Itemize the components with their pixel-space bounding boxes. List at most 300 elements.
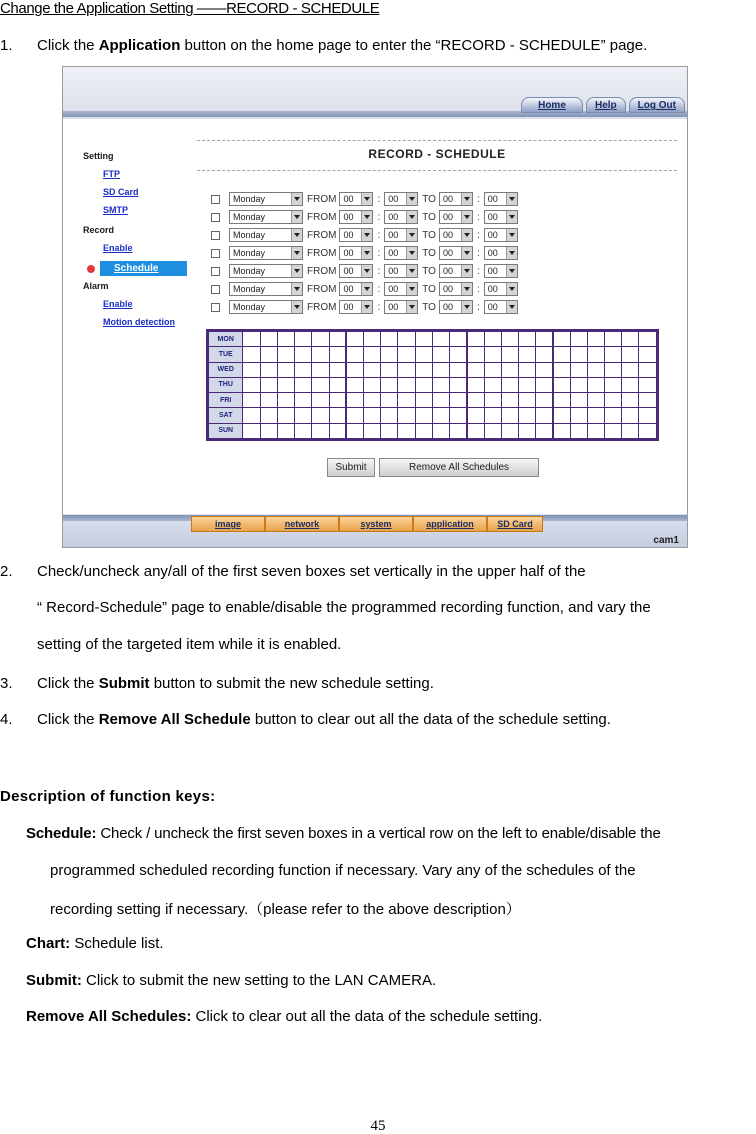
from-hour-select[interactable]: 00 bbox=[339, 210, 373, 224]
sidebar-item-sd-card[interactable]: SD Card bbox=[103, 187, 139, 197]
chart-cell[interactable] bbox=[639, 347, 657, 362]
chart-cell[interactable] bbox=[639, 332, 657, 347]
to-label: TO bbox=[422, 283, 436, 295]
schedule-chart bbox=[206, 329, 659, 441]
chart-cell[interactable] bbox=[536, 332, 553, 347]
chart-cell[interactable] bbox=[536, 423, 553, 438]
chart-cell[interactable] bbox=[605, 347, 622, 362]
chart-cell[interactable] bbox=[381, 423, 398, 438]
chart-description: Chart: Schedule list. bbox=[26, 935, 164, 952]
step-text: Click the Remove All Schedule button to clear out all the data of the schedule setting. bbox=[37, 711, 611, 728]
chart-cell[interactable] bbox=[518, 423, 535, 438]
active-bullet-icon bbox=[87, 265, 95, 273]
chart-cell[interactable] bbox=[295, 332, 312, 347]
chart-cell[interactable] bbox=[553, 377, 570, 392]
chart-cell[interactable] bbox=[415, 347, 432, 362]
remove-term: Remove All Schedule bbox=[98, 711, 251, 728]
chart-cell[interactable] bbox=[622, 332, 639, 347]
chart-cell[interactable] bbox=[243, 423, 260, 438]
chart-cell[interactable] bbox=[295, 393, 312, 408]
chart-cell[interactable] bbox=[501, 362, 518, 377]
chart-cell[interactable] bbox=[605, 377, 622, 392]
to-hour-select[interactable]: 00 bbox=[439, 300, 473, 314]
schedule-row bbox=[211, 227, 518, 243]
chart-cell[interactable] bbox=[570, 362, 587, 377]
chart-cell[interactable] bbox=[295, 347, 312, 362]
chart-cell[interactable] bbox=[622, 347, 639, 362]
dropdown-arrow-icon bbox=[461, 211, 472, 223]
to-minute-select[interactable]: 00 bbox=[484, 228, 518, 242]
chart-day-label: MON bbox=[209, 332, 243, 347]
sidebar-item-motion-detection[interactable]: Motion detection bbox=[103, 317, 175, 327]
chart-cell[interactable] bbox=[363, 423, 380, 438]
chart-cell[interactable] bbox=[329, 332, 346, 347]
chart-cell[interactable] bbox=[277, 377, 294, 392]
chart-cell[interactable] bbox=[518, 347, 535, 362]
chart-cell[interactable] bbox=[467, 332, 484, 347]
enable-checkbox[interactable] bbox=[211, 195, 220, 204]
chart-cell[interactable] bbox=[587, 362, 604, 377]
chart-cell[interactable] bbox=[346, 408, 363, 423]
time-separator: : bbox=[476, 265, 480, 277]
chart-cell[interactable] bbox=[432, 347, 449, 362]
chart-cell[interactable] bbox=[243, 393, 260, 408]
page-title: RECORD - SCHEDULE bbox=[368, 147, 506, 161]
chart-cell[interactable] bbox=[312, 393, 329, 408]
chart-cell[interactable] bbox=[381, 332, 398, 347]
chart-cell[interactable] bbox=[415, 377, 432, 392]
record-schedule-screenshot bbox=[62, 66, 688, 548]
chart-cell[interactable] bbox=[346, 377, 363, 392]
sidebar-item-ftp[interactable]: FTP bbox=[103, 169, 120, 179]
to-hour-select[interactable]: 00 bbox=[439, 192, 473, 206]
chart-cell[interactable] bbox=[432, 423, 449, 438]
from-minute-select[interactable]: 00 bbox=[384, 246, 418, 260]
chart-cell[interactable] bbox=[467, 377, 484, 392]
chart-cell[interactable] bbox=[450, 423, 467, 438]
chart-cell[interactable] bbox=[518, 393, 535, 408]
time-separator: : bbox=[377, 193, 381, 205]
chart-cell[interactable] bbox=[518, 332, 535, 347]
chart-cell[interactable] bbox=[398, 423, 415, 438]
to-label: TO bbox=[422, 301, 436, 313]
chart-cell[interactable] bbox=[501, 423, 518, 438]
sidebar-item-smtp[interactable]: SMTP bbox=[103, 205, 129, 215]
submit-button[interactable]: Submit bbox=[327, 458, 375, 477]
time-separator: : bbox=[476, 247, 480, 259]
day-select[interactable]: Monday bbox=[229, 210, 303, 224]
camera-name: cam1 bbox=[653, 535, 679, 546]
dropdown-arrow-icon bbox=[291, 301, 302, 313]
chart-cell[interactable] bbox=[346, 347, 363, 362]
chart-cell[interactable] bbox=[605, 332, 622, 347]
chart-cell[interactable] bbox=[346, 332, 363, 347]
bottom-nav bbox=[191, 516, 543, 532]
sidebar-item-enable[interactable]: Enable bbox=[103, 243, 133, 253]
to-minute-select[interactable]: 00 bbox=[484, 210, 518, 224]
to-minute-select[interactable]: 00 bbox=[484, 300, 518, 314]
from-hour-select[interactable]: 00 bbox=[339, 282, 373, 296]
dropdown-arrow-icon bbox=[406, 247, 417, 259]
chart-day-label: WED bbox=[209, 362, 243, 377]
chart-cell[interactable] bbox=[587, 377, 604, 392]
chart-cell[interactable] bbox=[484, 408, 501, 423]
chart-row bbox=[209, 362, 657, 377]
step-number: 2. bbox=[0, 563, 13, 580]
chart-cell[interactable] bbox=[536, 377, 553, 392]
sidebar-item-schedule[interactable]: Schedule bbox=[100, 261, 187, 276]
step-2-continued: “ Record-Schedule” page to enable/disable the programmed recording function, and vary the bbox=[37, 599, 651, 616]
chart-cell[interactable] bbox=[501, 332, 518, 347]
to-label: TO bbox=[422, 247, 436, 259]
chart-cell[interactable] bbox=[243, 362, 260, 377]
chart-cell[interactable] bbox=[260, 377, 277, 392]
chart-cell[interactable] bbox=[381, 347, 398, 362]
dropdown-arrow-icon bbox=[361, 301, 372, 313]
chart-cell[interactable] bbox=[260, 332, 277, 347]
to-hour-select[interactable]: 00 bbox=[439, 228, 473, 242]
chart-cell[interactable] bbox=[312, 332, 329, 347]
chart-cell[interactable] bbox=[639, 423, 657, 438]
chart-cell[interactable] bbox=[346, 362, 363, 377]
application-term: Application bbox=[98, 37, 181, 54]
chart-cell[interactable] bbox=[553, 332, 570, 347]
dropdown-arrow-icon bbox=[461, 265, 472, 277]
chart-cell[interactable] bbox=[260, 362, 277, 377]
chart-cell[interactable] bbox=[570, 377, 587, 392]
chart-cell[interactable] bbox=[329, 408, 346, 423]
to-label: TO bbox=[422, 265, 436, 277]
enable-checkbox[interactable] bbox=[211, 213, 220, 222]
chart-cell[interactable] bbox=[450, 332, 467, 347]
chart-cell[interactable] bbox=[450, 362, 467, 377]
chart-cell[interactable] bbox=[605, 362, 622, 377]
sidebar-group-alarm: Alarm bbox=[83, 281, 109, 291]
chart-cell[interactable] bbox=[329, 347, 346, 362]
tab-network[interactable]: network bbox=[265, 516, 339, 532]
chart-cell[interactable] bbox=[329, 423, 346, 438]
chart-day-label: FRI bbox=[209, 393, 243, 408]
chart-cell[interactable] bbox=[484, 347, 501, 362]
enable-checkbox[interactable] bbox=[211, 285, 220, 294]
chart-cell[interactable] bbox=[381, 393, 398, 408]
step-text: Click the Application button on the home page to enter the “RECORD - SCHEDULE” page. bbox=[37, 37, 648, 54]
chart-cell[interactable] bbox=[639, 408, 657, 423]
chart-cell[interactable] bbox=[415, 393, 432, 408]
chart-cell[interactable] bbox=[295, 377, 312, 392]
chart-cell[interactable] bbox=[260, 393, 277, 408]
from-minute-select[interactable]: 00 bbox=[384, 210, 418, 224]
chart-cell[interactable] bbox=[450, 408, 467, 423]
chart-cell[interactable] bbox=[450, 347, 467, 362]
chart-cell[interactable] bbox=[639, 393, 657, 408]
chart-cell[interactable] bbox=[605, 408, 622, 423]
chart-cell[interactable] bbox=[622, 393, 639, 408]
dropdown-arrow-icon bbox=[506, 229, 517, 241]
dropdown-arrow-icon bbox=[291, 229, 302, 241]
chart-cell[interactable] bbox=[295, 362, 312, 377]
to-minute-select[interactable]: 00 bbox=[484, 282, 518, 296]
schedule-row bbox=[211, 209, 518, 225]
chart-cell[interactable] bbox=[467, 362, 484, 377]
chart-cell[interactable] bbox=[277, 347, 294, 362]
chart-cell[interactable] bbox=[277, 393, 294, 408]
chart-cell[interactable] bbox=[363, 408, 380, 423]
chart-cell[interactable] bbox=[277, 362, 294, 377]
chart-cell[interactable] bbox=[467, 393, 484, 408]
day-select[interactable]: Monday bbox=[229, 264, 303, 278]
chart-cell[interactable] bbox=[346, 423, 363, 438]
time-separator: : bbox=[476, 229, 480, 241]
chart-cell[interactable] bbox=[501, 347, 518, 362]
tab-sd-card[interactable]: SD Card bbox=[487, 516, 543, 532]
chart-cell[interactable] bbox=[484, 423, 501, 438]
day-select[interactable]: Monday bbox=[229, 282, 303, 296]
chart-cell[interactable] bbox=[277, 332, 294, 347]
time-separator: : bbox=[476, 193, 480, 205]
dropdown-arrow-icon bbox=[461, 229, 472, 241]
from-hour-select[interactable]: 00 bbox=[339, 300, 373, 314]
chart-cell[interactable] bbox=[312, 377, 329, 392]
chart-cell[interactable] bbox=[243, 408, 260, 423]
to-hour-select[interactable]: 00 bbox=[439, 246, 473, 260]
chart-cell[interactable] bbox=[398, 362, 415, 377]
chart-cell[interactable] bbox=[518, 362, 535, 377]
from-minute-select[interactable]: 00 bbox=[384, 192, 418, 206]
chart-cell[interactable] bbox=[622, 377, 639, 392]
chart-cell[interactable] bbox=[450, 393, 467, 408]
to-minute-select[interactable]: 00 bbox=[484, 246, 518, 260]
chart-row bbox=[209, 377, 657, 392]
chart-cell[interactable] bbox=[536, 408, 553, 423]
logout-button[interactable]: Log Out bbox=[629, 97, 685, 113]
chart-cell[interactable] bbox=[570, 347, 587, 362]
chart-cell[interactable] bbox=[484, 393, 501, 408]
sidebar-group-setting: Setting bbox=[83, 151, 114, 161]
chart-cell[interactable] bbox=[415, 362, 432, 377]
day-select[interactable]: Monday bbox=[229, 228, 303, 242]
chart-cell[interactable] bbox=[484, 362, 501, 377]
chart-cell[interactable] bbox=[381, 408, 398, 423]
submit-term: Submit bbox=[98, 675, 150, 692]
chart-cell[interactable] bbox=[484, 332, 501, 347]
chart-cell[interactable] bbox=[329, 393, 346, 408]
chart-cell[interactable] bbox=[467, 347, 484, 362]
dropdown-arrow-icon bbox=[506, 283, 517, 295]
remove-all-schedules-button[interactable]: Remove All Schedules bbox=[379, 458, 539, 477]
to-label: TO bbox=[422, 211, 436, 223]
chart-cell[interactable] bbox=[312, 347, 329, 362]
chart-row bbox=[209, 347, 657, 362]
chart-cell[interactable] bbox=[553, 347, 570, 362]
tab-application[interactable]: application bbox=[413, 516, 487, 532]
dropdown-arrow-icon bbox=[361, 229, 372, 241]
chart-cell[interactable] bbox=[622, 362, 639, 377]
chart-cell[interactable] bbox=[381, 362, 398, 377]
help-button[interactable]: Help bbox=[586, 97, 626, 113]
dropdown-arrow-icon bbox=[291, 193, 302, 205]
schedule-description: Schedule: Check / uncheck the first seven boxes in a vertical row on the left to enable/disable the bbox=[26, 825, 661, 842]
chart-cell[interactable] bbox=[518, 377, 535, 392]
dropdown-arrow-icon bbox=[291, 265, 302, 277]
chart-cell[interactable] bbox=[363, 393, 380, 408]
dropdown-arrow-icon bbox=[461, 193, 472, 205]
chart-cell[interactable] bbox=[398, 377, 415, 392]
chart-cell[interactable] bbox=[570, 423, 587, 438]
dropdown-arrow-icon bbox=[361, 247, 372, 259]
chart-cell[interactable] bbox=[329, 362, 346, 377]
chart-cell[interactable] bbox=[639, 377, 657, 392]
chart-cell[interactable] bbox=[381, 377, 398, 392]
chart-cell[interactable] bbox=[243, 377, 260, 392]
schedule-row bbox=[211, 299, 518, 315]
day-select[interactable]: Monday bbox=[229, 192, 303, 206]
chart-day-label: TUE bbox=[209, 347, 243, 362]
chart-cell[interactable] bbox=[553, 393, 570, 408]
from-hour-select[interactable]: 00 bbox=[339, 192, 373, 206]
chart-cell[interactable] bbox=[415, 423, 432, 438]
chart-cell[interactable] bbox=[432, 332, 449, 347]
chart-cell[interactable] bbox=[501, 377, 518, 392]
dropdown-arrow-icon bbox=[506, 193, 517, 205]
chart-cell[interactable] bbox=[553, 423, 570, 438]
chart-cell[interactable] bbox=[484, 377, 501, 392]
chart-cell[interactable] bbox=[518, 408, 535, 423]
chart-cell[interactable] bbox=[295, 423, 312, 438]
chart-cell[interactable] bbox=[432, 377, 449, 392]
dropdown-arrow-icon bbox=[406, 229, 417, 241]
dropdown-arrow-icon bbox=[461, 247, 472, 259]
chart-cell[interactable] bbox=[277, 408, 294, 423]
chart-cell[interactable] bbox=[570, 393, 587, 408]
to-minute-select[interactable]: 00 bbox=[484, 192, 518, 206]
chart-cell[interactable] bbox=[260, 347, 277, 362]
chart-cell[interactable] bbox=[398, 393, 415, 408]
dropdown-arrow-icon bbox=[361, 211, 372, 223]
to-hour-select[interactable]: 00 bbox=[439, 210, 473, 224]
chart-cell[interactable] bbox=[605, 393, 622, 408]
chart-cell[interactable] bbox=[587, 347, 604, 362]
from-hour-select[interactable]: 00 bbox=[339, 246, 373, 260]
chart-cell[interactable] bbox=[398, 408, 415, 423]
to-hour-select[interactable]: 00 bbox=[439, 264, 473, 278]
dropdown-arrow-icon bbox=[506, 211, 517, 223]
enable-checkbox[interactable] bbox=[211, 249, 220, 258]
chart-cell[interactable] bbox=[312, 423, 329, 438]
time-separator: : bbox=[377, 229, 381, 241]
chart-cell[interactable] bbox=[432, 362, 449, 377]
chart-cell[interactable] bbox=[415, 408, 432, 423]
from-hour-select[interactable]: 00 bbox=[339, 228, 373, 242]
tab-image[interactable]: image bbox=[191, 516, 265, 532]
dropdown-arrow-icon bbox=[461, 283, 472, 295]
schedule-row bbox=[211, 191, 518, 207]
chart-cell[interactable] bbox=[363, 347, 380, 362]
chart-cell[interactable] bbox=[536, 347, 553, 362]
schedule-row bbox=[211, 281, 518, 297]
chart-cell[interactable] bbox=[587, 393, 604, 408]
home-button[interactable]: Home bbox=[521, 97, 583, 113]
day-select[interactable]: Monday bbox=[229, 300, 303, 314]
chart-cell[interactable] bbox=[398, 332, 415, 347]
chart-cell[interactable] bbox=[622, 408, 639, 423]
chart-cell[interactable] bbox=[587, 332, 604, 347]
schedule-row bbox=[211, 263, 518, 279]
chart-cell[interactable] bbox=[587, 423, 604, 438]
chart-cell[interactable] bbox=[570, 408, 587, 423]
from-label: FROM bbox=[307, 283, 337, 295]
from-minute-select[interactable]: 00 bbox=[384, 300, 418, 314]
chart-cell[interactable] bbox=[570, 332, 587, 347]
from-minute-select[interactable]: 00 bbox=[384, 264, 418, 278]
chart-cell[interactable] bbox=[260, 408, 277, 423]
chart-cell[interactable] bbox=[312, 408, 329, 423]
chart-cell[interactable] bbox=[243, 347, 260, 362]
chart-cell[interactable] bbox=[243, 332, 260, 347]
chart-cell[interactable] bbox=[501, 408, 518, 423]
enable-checkbox[interactable] bbox=[211, 267, 220, 276]
chart-cell[interactable] bbox=[363, 377, 380, 392]
dropdown-arrow-icon bbox=[291, 211, 302, 223]
to-hour-select[interactable]: 00 bbox=[439, 282, 473, 296]
chart-cell[interactable] bbox=[639, 362, 657, 377]
chart-cell[interactable] bbox=[622, 423, 639, 438]
chart-cell[interactable] bbox=[536, 393, 553, 408]
time-separator: : bbox=[377, 301, 381, 313]
chart-cell[interactable] bbox=[363, 332, 380, 347]
from-label: FROM bbox=[307, 229, 337, 241]
chart-cell[interactable] bbox=[467, 408, 484, 423]
from-hour-select[interactable]: 00 bbox=[339, 264, 373, 278]
chart-cell[interactable] bbox=[277, 423, 294, 438]
chart-cell[interactable] bbox=[329, 377, 346, 392]
sidebar-item-alarm-enable[interactable]: Enable bbox=[103, 299, 133, 309]
chart-cell[interactable] bbox=[295, 408, 312, 423]
chart-cell[interactable] bbox=[346, 393, 363, 408]
chart-cell[interactable] bbox=[605, 423, 622, 438]
time-separator: : bbox=[377, 265, 381, 277]
chart-cell[interactable] bbox=[553, 362, 570, 377]
chart-cell[interactable] bbox=[312, 362, 329, 377]
chart-cell[interactable] bbox=[363, 362, 380, 377]
step-text: Check/uncheck any/all of the first seven boxes set vertically in the upper half of the bbox=[37, 563, 586, 580]
chart-cell[interactable] bbox=[501, 393, 518, 408]
dropdown-arrow-icon bbox=[406, 193, 417, 205]
from-minute-select[interactable]: 00 bbox=[384, 228, 418, 242]
chart-row bbox=[209, 408, 657, 423]
chart-cell[interactable] bbox=[450, 377, 467, 392]
chart-cell[interactable] bbox=[587, 408, 604, 423]
chart-cell[interactable] bbox=[536, 362, 553, 377]
chart-cell[interactable] bbox=[415, 332, 432, 347]
chart-cell[interactable] bbox=[553, 408, 570, 423]
chart-cell[interactable] bbox=[432, 408, 449, 423]
dropdown-arrow-icon bbox=[361, 283, 372, 295]
day-select[interactable]: Monday bbox=[229, 246, 303, 260]
chart-cell[interactable] bbox=[398, 347, 415, 362]
tab-system[interactable]: system bbox=[339, 516, 413, 532]
submit-description: Submit: Click to submit the new setting to the LAN CAMERA. bbox=[26, 972, 437, 989]
to-minute-select[interactable]: 00 bbox=[484, 264, 518, 278]
chart-cell[interactable] bbox=[467, 423, 484, 438]
enable-checkbox[interactable] bbox=[211, 303, 220, 312]
from-minute-select[interactable]: 00 bbox=[384, 282, 418, 296]
chart-cell[interactable] bbox=[432, 393, 449, 408]
enable-checkbox[interactable] bbox=[211, 231, 220, 240]
chart-cell[interactable] bbox=[260, 423, 277, 438]
dropdown-arrow-icon bbox=[291, 283, 302, 295]
schedule-row bbox=[211, 245, 518, 261]
